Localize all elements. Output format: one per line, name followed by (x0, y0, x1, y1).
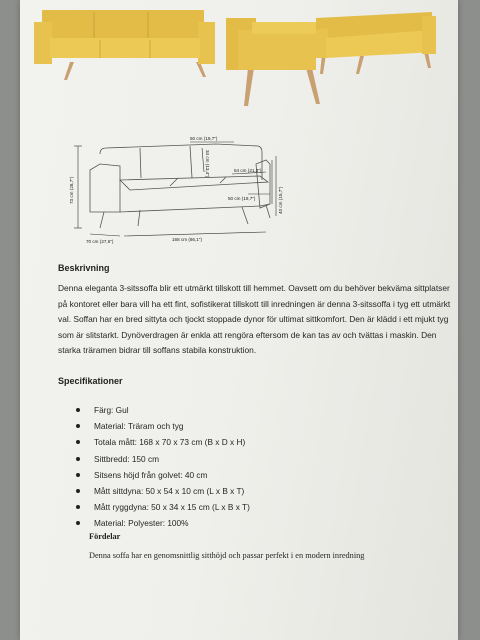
spec-item (76, 434, 250, 450)
spec-item (76, 467, 250, 483)
bullet-icon (76, 424, 80, 428)
dimension-diagram (20, 120, 458, 260)
label-armrest-height: 54 cm (21,3") (234, 168, 262, 173)
label-back-cushion-height: 34 cm (13,4") (205, 150, 210, 178)
spec-item (76, 483, 250, 499)
sofa-front-image (34, 10, 215, 80)
bullet-icon (76, 457, 80, 461)
specifications-heading: Specifikationer (58, 376, 123, 386)
document-page (20, 0, 458, 640)
spec-text: Mått ryggdyna: 50 x 34 x 15 cm (L x B x T) (94, 502, 250, 513)
spec-text: Totala mått: 168 x 70 x 73 cm (B x D x H) (94, 437, 246, 448)
advantages-heading: Fördelar (89, 532, 121, 541)
spec-item (76, 515, 250, 531)
sofa-angle-image (316, 12, 436, 74)
description-heading: Beskrivning (58, 263, 110, 273)
advantages-text: Denna soffa har en genomsnittlig sitthöjd och passar perfekt i en modern inredning (89, 551, 365, 560)
spec-item (76, 451, 250, 467)
spec-text: Material: Träram och tyg (94, 421, 184, 432)
sofa-side-image (226, 18, 320, 106)
bullet-icon (76, 521, 80, 525)
spec-text: Material: Polyester: 100% (94, 518, 189, 529)
spec-item (76, 418, 250, 434)
bullet-icon (76, 473, 80, 477)
label-depth: 70 cm (27,6") (86, 239, 114, 244)
spec-item (76, 402, 250, 418)
bullet-icon (76, 408, 80, 412)
specifications-list (76, 402, 250, 532)
bullet-icon (76, 440, 80, 444)
spec-text: Mått sittdyna: 50 x 54 x 10 cm (L x B x T) (94, 485, 245, 496)
label-top-width: 50 cm (19,7") (190, 136, 218, 141)
spec-text: Färg: Gul (94, 405, 129, 415)
spec-text: Sittbredd: 150 cm (94, 453, 160, 464)
bullet-icon (76, 489, 80, 493)
spec-item (76, 499, 250, 515)
product-photos (20, 0, 458, 120)
description-text: Denna eleganta 3-sitssoffa blir ett utmärkt tillskott till hemmet. Oavsett om du behöver bekväma sittplatser på kontoret eller bara vill ha ett fint, sofistikerat tillskott till inredningen är denna 3-sitssoffa i tyg ett utmärkt val. Soffan har en bred sittyta och tjockt stoppade dynor för ultimat sittkomfort. Den är klädd i ett mjukt tyg som är slitstarkt. Dynöverdragen är enkla att rengöra eftersom de kan tas av och tvättas i maskin. Den starka träramen bidrar till soffans stabila konstruktion. (58, 283, 451, 355)
label-seat-height: 40 cm (15,7") (278, 186, 283, 214)
label-seat-cushion-width: 50 cm (19,7") (228, 196, 256, 201)
label-total-height: 73 cm (28,7") (69, 176, 74, 204)
bullet-icon (76, 505, 80, 509)
label-total-width: 168 cm (66,1") (172, 237, 202, 242)
spec-text: Sitsens höjd från golvet: 40 cm (94, 469, 208, 480)
